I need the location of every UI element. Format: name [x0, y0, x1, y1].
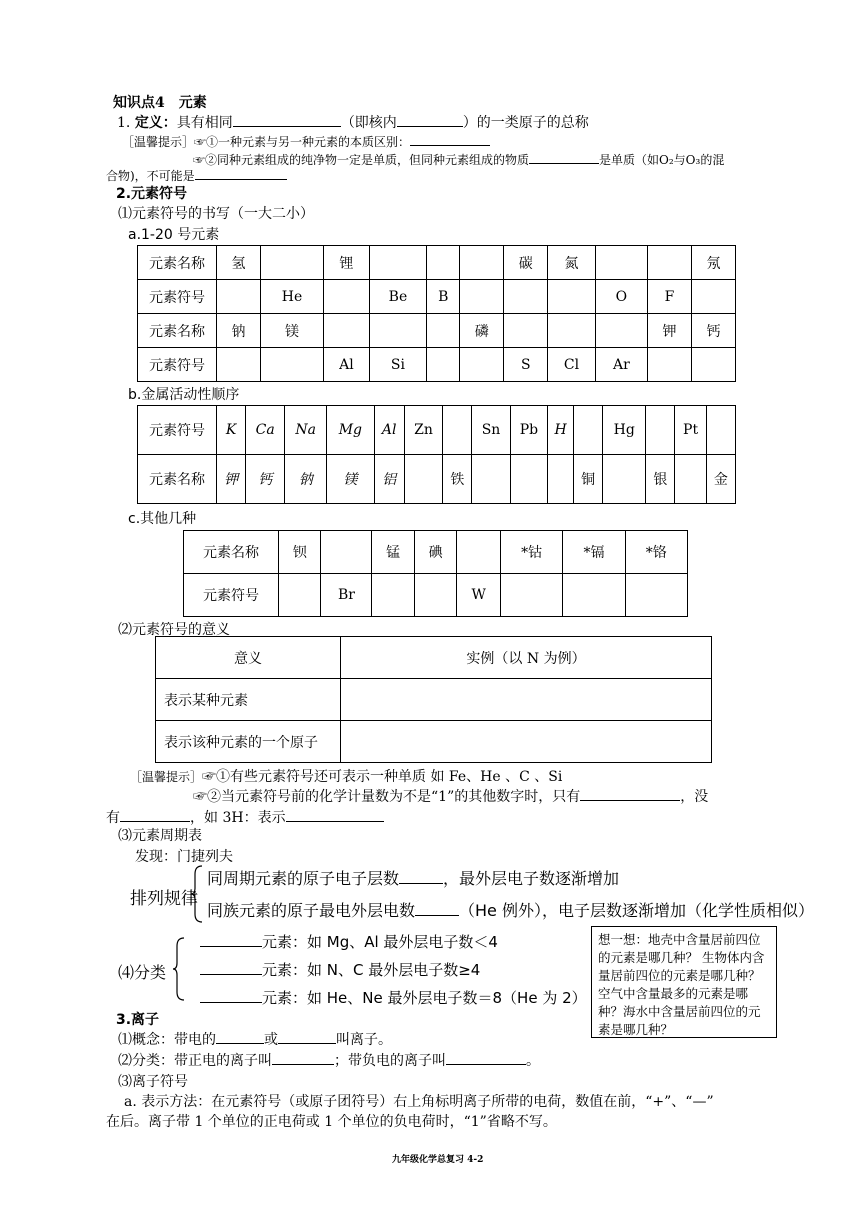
element-cell: 氖 — [691, 246, 735, 280]
meaning-header-row — [156, 637, 712, 679]
tableB-row — [138, 406, 736, 455]
definition-number: 1. — [117, 115, 131, 131]
row-label-cell: 元素名称 — [138, 455, 217, 504]
blank-cell[interactable] — [404, 455, 442, 504]
element-cell: 银 — [646, 455, 675, 504]
classify-text-2: 元素：如 N、C 最外层电子数≥4 — [262, 961, 481, 979]
element-cell: O — [595, 280, 647, 314]
tableB-row — [138, 455, 736, 504]
section2-heading: 2.元素符号 — [116, 186, 188, 202]
tip1-blank-1[interactable] — [410, 134, 490, 146]
blank-cell[interactable] — [217, 280, 261, 314]
blank-cell[interactable] — [706, 406, 735, 455]
element-cell: *镉 — [563, 531, 625, 574]
blank-cell[interactable] — [574, 406, 603, 455]
meaning-cell: 表示该种元素的一个原子 — [156, 721, 341, 763]
tableC-row — [184, 531, 688, 574]
tip2-line3 — [106, 807, 384, 827]
ion-method-line2: 在后。离子带 1 个单位的正电荷或 1 个单位的负电荷时，“1”省略不写。 — [106, 1114, 557, 1130]
blank-cell[interactable] — [324, 314, 370, 348]
blank-cell[interactable] — [260, 246, 323, 280]
blank-cell[interactable] — [675, 455, 706, 504]
element-cell: W — [457, 574, 501, 617]
ion-method-line1: a. 表示方法：在元素符号（或原子团符号）右上角标明离子所带的电荷，数值在前，“+”、“—” — [124, 1094, 714, 1110]
blank-cell[interactable] — [504, 280, 548, 314]
tableA-row — [138, 280, 736, 314]
classify-brace-icon — [172, 936, 186, 1002]
blank-cell[interactable] — [443, 406, 472, 455]
subA-heading: a.1-20 号元素 — [128, 227, 220, 243]
tip1-text-1: ☞①一种元素与另一种元素的本质区别： — [194, 135, 411, 149]
other-elements-table — [183, 530, 688, 617]
element-cell: Pb — [510, 406, 548, 455]
discover-text: 发现：门捷列夫 — [135, 849, 233, 865]
blank-cell[interactable] — [548, 280, 596, 314]
blank-cell[interactable] — [427, 246, 460, 280]
element-cell: 碳 — [504, 246, 548, 280]
element-cell: 氮 — [548, 246, 596, 280]
ion-blank-4[interactable] — [446, 1051, 526, 1065]
ion-class-b: ；带负电的离子叫 — [334, 1053, 446, 1069]
element-cell: 铝 — [374, 455, 404, 504]
blank-cell[interactable] — [372, 574, 414, 617]
ion-class-a: ⑵分类：带正电的离子叫 — [118, 1053, 272, 1069]
tableA-row — [138, 348, 736, 382]
element-cell: H — [548, 406, 574, 455]
tip1-line1 — [122, 133, 490, 150]
element-cell: 铁 — [443, 455, 472, 504]
classify-line2 — [200, 959, 480, 980]
tip1-line2 — [193, 151, 724, 168]
blank-cell[interactable] — [321, 531, 372, 574]
blank-cell[interactable] — [414, 574, 456, 617]
definition-blank-1[interactable] — [233, 113, 341, 127]
ion-concept-a: ⑴概念：带电的 — [118, 1032, 216, 1048]
blank-cell[interactable] — [460, 280, 504, 314]
definition-line — [117, 112, 589, 132]
blank-cell[interactable] — [691, 348, 735, 382]
symbol-meaning-table — [155, 636, 712, 763]
classify-text-3: 元素：如 He、Ne 最外层电子数＝8（He 为 2） — [262, 989, 587, 1007]
element-cell: 锂 — [324, 246, 370, 280]
blank-cell[interactable] — [460, 246, 504, 280]
subB-heading: b.金属活动性顺序 — [128, 387, 240, 403]
element-cell: Br — [321, 574, 372, 617]
ion-concept-c: 叫离子。 — [336, 1032, 392, 1048]
element-cell: F — [647, 280, 691, 314]
element-cell: 金 — [706, 455, 735, 504]
blank-cell[interactable] — [548, 314, 596, 348]
ion-class-c: 。 — [526, 1053, 540, 1069]
row-label-cell: 元素名称 — [184, 531, 279, 574]
rule-label: 排列规律 — [130, 889, 198, 909]
meaning-answer-cell[interactable] — [341, 679, 712, 721]
blank-cell[interactable] — [472, 455, 510, 504]
meaning-row — [156, 679, 712, 721]
blank-cell[interactable] — [646, 406, 675, 455]
meaning-header-cell: 实例（以 N 为例） — [341, 637, 712, 679]
page-footer: 九年级化学总复习 4-2 — [392, 1155, 484, 1165]
blank-cell[interactable] — [595, 246, 647, 280]
element-cell: 氢 — [217, 246, 261, 280]
rule-text-2a: 同族元素的原子最电外层电数 — [207, 901, 416, 920]
element-cell: Be — [369, 280, 426, 314]
element-cell: Na — [285, 406, 327, 455]
rule-text-1a: 同周期元素的原子电子层数 — [207, 869, 400, 888]
blank-cell[interactable] — [457, 531, 501, 574]
blank-cell[interactable] — [603, 455, 646, 504]
element-cell: 钠 — [217, 314, 261, 348]
section-heading: 知识点4 元素 — [113, 95, 207, 111]
element-cell: Mg — [327, 406, 374, 455]
tip1-line3 — [106, 167, 287, 184]
element-cell: *铬 — [625, 531, 687, 574]
rule-line1 — [207, 866, 619, 889]
tip2-text-1: ☞①有些元素符号还可表示一种单质 如 Fe、He 、C 、Si — [202, 769, 563, 785]
tip2-prefix: ［温馨提示］ — [130, 770, 203, 784]
element-cell: 铜 — [574, 455, 603, 504]
metal-activity-table — [137, 405, 736, 504]
element-cell: Hg — [603, 406, 646, 455]
classify-blank-2[interactable] — [200, 960, 262, 975]
tip2-text-2: ☞②当元素符号前的化学计量数为不是“1”的其他数字时，只有 — [193, 789, 581, 805]
element-cell: Pt — [675, 406, 706, 455]
classify-label: ⑷分类 — [118, 963, 167, 982]
subC-heading: c.其他几种 — [128, 511, 197, 527]
tip2-blank-1[interactable] — [580, 787, 680, 801]
tip1-prefix: ［温馨提示］ — [122, 135, 195, 149]
row-label-cell: 元素名称 — [138, 314, 217, 348]
tip1-text-3: 合物)，不可能是 — [106, 169, 195, 183]
sub1-heading: ⑴元素符号的书写（一大二小） — [118, 206, 314, 222]
element-cell: 磷 — [460, 314, 504, 348]
tip2-text-3a: 有 — [106, 810, 120, 826]
tip2-line1 — [130, 766, 562, 786]
rule-text-1b: ，最外层电子数逐渐增加 — [443, 869, 620, 888]
element-cell: 钙 — [246, 455, 285, 504]
element-cell: 镁 — [327, 455, 374, 504]
ion-blank-1[interactable] — [216, 1030, 264, 1044]
definition-blank-2[interactable] — [397, 113, 463, 127]
rule-blank-2[interactable] — [415, 900, 459, 916]
element-cell: 钠 — [285, 455, 327, 504]
blank-cell[interactable] — [217, 348, 261, 382]
element-cell: Cl — [548, 348, 596, 382]
element-cell: B — [427, 280, 460, 314]
definition-label: 定义： — [134, 115, 177, 131]
definition-text-2: （即核内 — [340, 115, 397, 131]
classify-text-1: 元素：如 Mg、Al 最外层电子数＜4 — [262, 933, 498, 951]
element-cell: Al — [374, 406, 404, 455]
blank-cell[interactable] — [625, 574, 687, 617]
tip2-blank-3[interactable] — [286, 808, 384, 822]
blank-cell[interactable] — [260, 348, 323, 382]
ion-concept — [118, 1029, 392, 1049]
blank-cell[interactable] — [427, 348, 460, 382]
tip2-text-3b: ，如 3H：表示 — [190, 810, 286, 826]
meaning-row — [156, 721, 712, 763]
sub3-heading: ⑶元素周期表 — [118, 828, 202, 844]
blank-cell[interactable] — [500, 574, 562, 617]
element-cell: 钡 — [279, 531, 321, 574]
tip1-blank-3[interactable] — [195, 168, 287, 180]
tip1-text-2: ☞②同种元素组成的纯净物一定是单质，但同种元素组成的物质 — [193, 153, 530, 167]
meaning-cell: 表示某种元素 — [156, 679, 341, 721]
blank-cell[interactable] — [563, 574, 625, 617]
rule-brace-icon — [190, 864, 204, 924]
tip2-blank-2[interactable] — [120, 808, 190, 822]
ion-concept-b: 或 — [264, 1032, 278, 1048]
element-cell: Sn — [472, 406, 510, 455]
element-cell: Ca — [246, 406, 285, 455]
row-label-cell: 元素符号 — [138, 406, 217, 455]
element-cell: S — [504, 348, 548, 382]
blank-cell[interactable] — [369, 314, 426, 348]
blank-cell[interactable] — [647, 246, 691, 280]
classify-blank-3[interactable] — [200, 988, 262, 1003]
row-label-cell: 元素名称 — [138, 246, 217, 280]
tableA-row — [138, 246, 736, 280]
ion-classification — [118, 1050, 540, 1070]
blank-cell[interactable] — [595, 314, 647, 348]
think-box: 想一想：地壳中含量居前四位的元素是哪几种？ 生物体内含量居前四位的元素是哪几种？空气中含量最多的元素是哪种？海水中含量居前四位的元素是哪几种？ — [591, 926, 777, 1038]
blank-cell[interactable] — [427, 314, 460, 348]
tip1-blank-2[interactable] — [529, 152, 599, 164]
blank-cell[interactable] — [369, 246, 426, 280]
ion-blank-3[interactable] — [272, 1051, 334, 1065]
element-cell: 钾 — [217, 455, 246, 504]
blank-cell[interactable] — [324, 280, 370, 314]
blank-cell[interactable] — [460, 348, 504, 382]
row-label-cell: 元素符号 — [184, 574, 279, 617]
blank-cell[interactable] — [504, 314, 548, 348]
tip2-text-2b: ，没 — [680, 789, 709, 805]
blank-cell[interactable] — [691, 280, 735, 314]
classify-line1 — [200, 931, 498, 952]
element-cell: 钙 — [691, 314, 735, 348]
classify-line3 — [200, 987, 587, 1008]
element-cell: Si — [369, 348, 426, 382]
blank-cell[interactable] — [548, 455, 574, 504]
element-cell: *钴 — [500, 531, 562, 574]
element-cell: Ar — [595, 348, 647, 382]
blank-cell[interactable] — [510, 455, 548, 504]
row-label-cell: 元素符号 — [138, 348, 217, 382]
ion-symbol-heading: ⑶离子符号 — [118, 1074, 188, 1090]
element-cell: He — [260, 280, 323, 314]
element-cell: K — [217, 406, 246, 455]
blank-cell[interactable] — [647, 348, 691, 382]
definition-text-1: 具有相同 — [176, 115, 233, 131]
section3-heading: 3.离子 — [116, 1012, 160, 1028]
definition-text-3: ）的一类原子的总称 — [462, 115, 589, 131]
classify-blank-1[interactable] — [200, 932, 262, 947]
rule-text-2b: （He 例外），电子层数逐渐增加（化学性质相似） — [459, 901, 814, 920]
tip1-text-2b: 是单质（如O₂与O₃的混 — [599, 153, 725, 167]
elements-1-20-table — [137, 245, 736, 382]
rule-blank-1[interactable] — [399, 868, 443, 884]
blank-cell[interactable] — [279, 574, 321, 617]
meaning-answer-cell[interactable] — [341, 721, 712, 763]
tableA-row — [138, 314, 736, 348]
meaning-header-cell: 意义 — [156, 637, 341, 679]
row-label-cell: 元素符号 — [138, 280, 217, 314]
tableC-row — [184, 574, 688, 617]
rule-line2 — [207, 898, 814, 921]
element-cell: Zn — [404, 406, 442, 455]
sub2-heading: ⑵元素符号的意义 — [118, 622, 230, 638]
element-cell: 钾 — [647, 314, 691, 348]
element-cell: Al — [324, 348, 370, 382]
tip2-line2 — [193, 786, 708, 806]
ion-blank-2[interactable] — [278, 1030, 336, 1044]
element-cell: 镁 — [260, 314, 323, 348]
element-cell: 碘 — [414, 531, 456, 574]
element-cell: 锰 — [372, 531, 414, 574]
